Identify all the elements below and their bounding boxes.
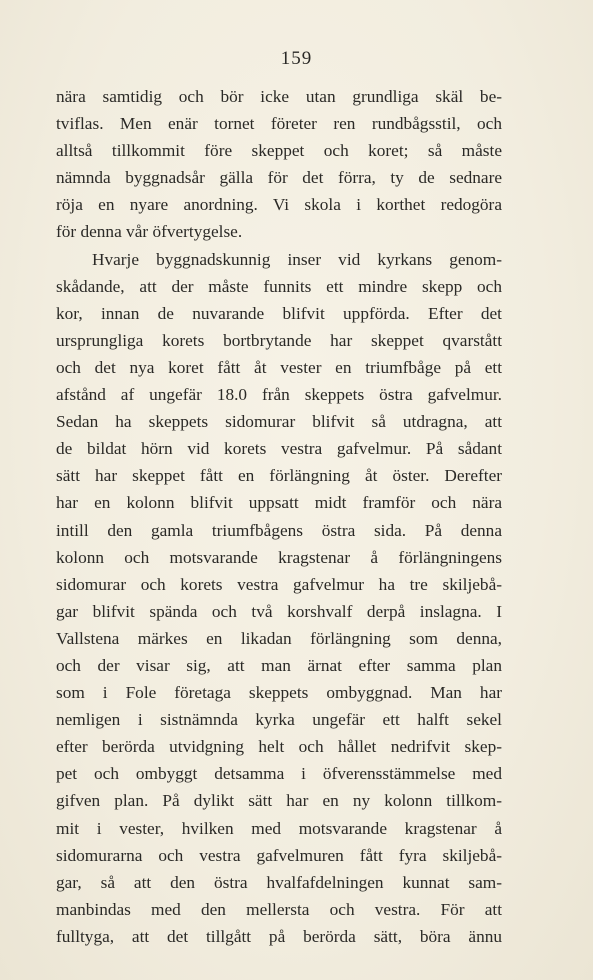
text-line: manbindas med den mellersta och vestra. För att <box>56 899 502 919</box>
text-line: kolonn och motsvarande kragstenar å förlängningens <box>56 547 502 567</box>
text-line: Hvarje byggnadskunnig inser vid kyrkans genom- <box>92 249 502 269</box>
text-line: tviflas. Men enär tornet företer ren rundbågsstil, och <box>56 114 502 134</box>
text-line: och der visar sig, att man ärnat efter samma plan <box>56 655 502 675</box>
text-line: sidomurarna och vestra gafvelmuren fått fyra skiljebå- <box>56 845 502 865</box>
text-line: Sedan ha skeppets sidomurar blifvit så utdragna, att <box>56 412 502 432</box>
text-line: som i Fole företaga skeppets ombyggnad. Man har <box>56 683 502 703</box>
text-line: ursprungliga korets bortbrytande har skeppet qvarstått <box>56 330 502 350</box>
text-line: Vallstena märkes en likadan förlängning som denna, <box>56 628 502 648</box>
text-line: för denna vår öfvertygelse. <box>56 222 243 242</box>
text-line: röja en nyare anordning. Vi skola i korthet redogöra <box>56 195 502 215</box>
text-line: gifven plan. På dylikt sätt har en ny kolonn tillkom- <box>56 791 502 811</box>
text-line: gar blifvit spända och två korshvalf derpå inslagna. I <box>56 601 502 621</box>
text-line: nära samtidig och bör icke utan grundliga skäl be- <box>56 87 502 106</box>
body-text <box>56 83 502 950</box>
page-number: 159 <box>280 48 313 69</box>
text-line: pet och ombyggt detsamma i öfverensstämmelse med <box>56 764 502 784</box>
text-line: har en kolonn blifvit uppsatt midt framför och nära <box>56 493 502 513</box>
text-line: afstånd af ungefär 18.0 från skeppets östra gafvelmur. <box>56 385 502 405</box>
text-line: sidomurar och korets vestra gafvelmur ha tre skiljebå- <box>56 574 502 594</box>
text-line: kor, innan de nuvarande blifvit uppförda. Efter det <box>56 303 502 323</box>
text-line: nemligen i sistnämnda kyrka ungefär ett halft sekel <box>56 710 502 730</box>
text-line: efter berörda utvidgning helt och hållet nedrifvit skep- <box>56 737 502 757</box>
text-line: gar, så att den östra hvalfafdelningen kunnat sam- <box>56 872 502 892</box>
text-line: alltså tillkommit före skeppet och koret; så måste <box>56 141 502 161</box>
text-line: sätt har skeppet fått en förlängning åt öster. Derefter <box>56 466 502 486</box>
text-line: nämnda byggnadsår gälla för det förra, ty de sednare <box>56 168 502 188</box>
text-line: och det nya koret fått åt vester en triumfbåge på ett <box>56 357 502 377</box>
text-line: mit i vester, hvilken med motsvarande kragstenar å <box>56 818 502 838</box>
text-line: de bildat hörn vid korets vestra gafvelmur. På sådant <box>56 439 502 459</box>
text-line: fulltyga, att det tillgått på berörda sätt, böra ännu <box>56 926 502 946</box>
text-line: skådande, att der måste funnits ett mindre skepp och <box>56 276 502 296</box>
text-line: intill den gamla triumfbågens östra sida. På denna <box>56 520 502 540</box>
